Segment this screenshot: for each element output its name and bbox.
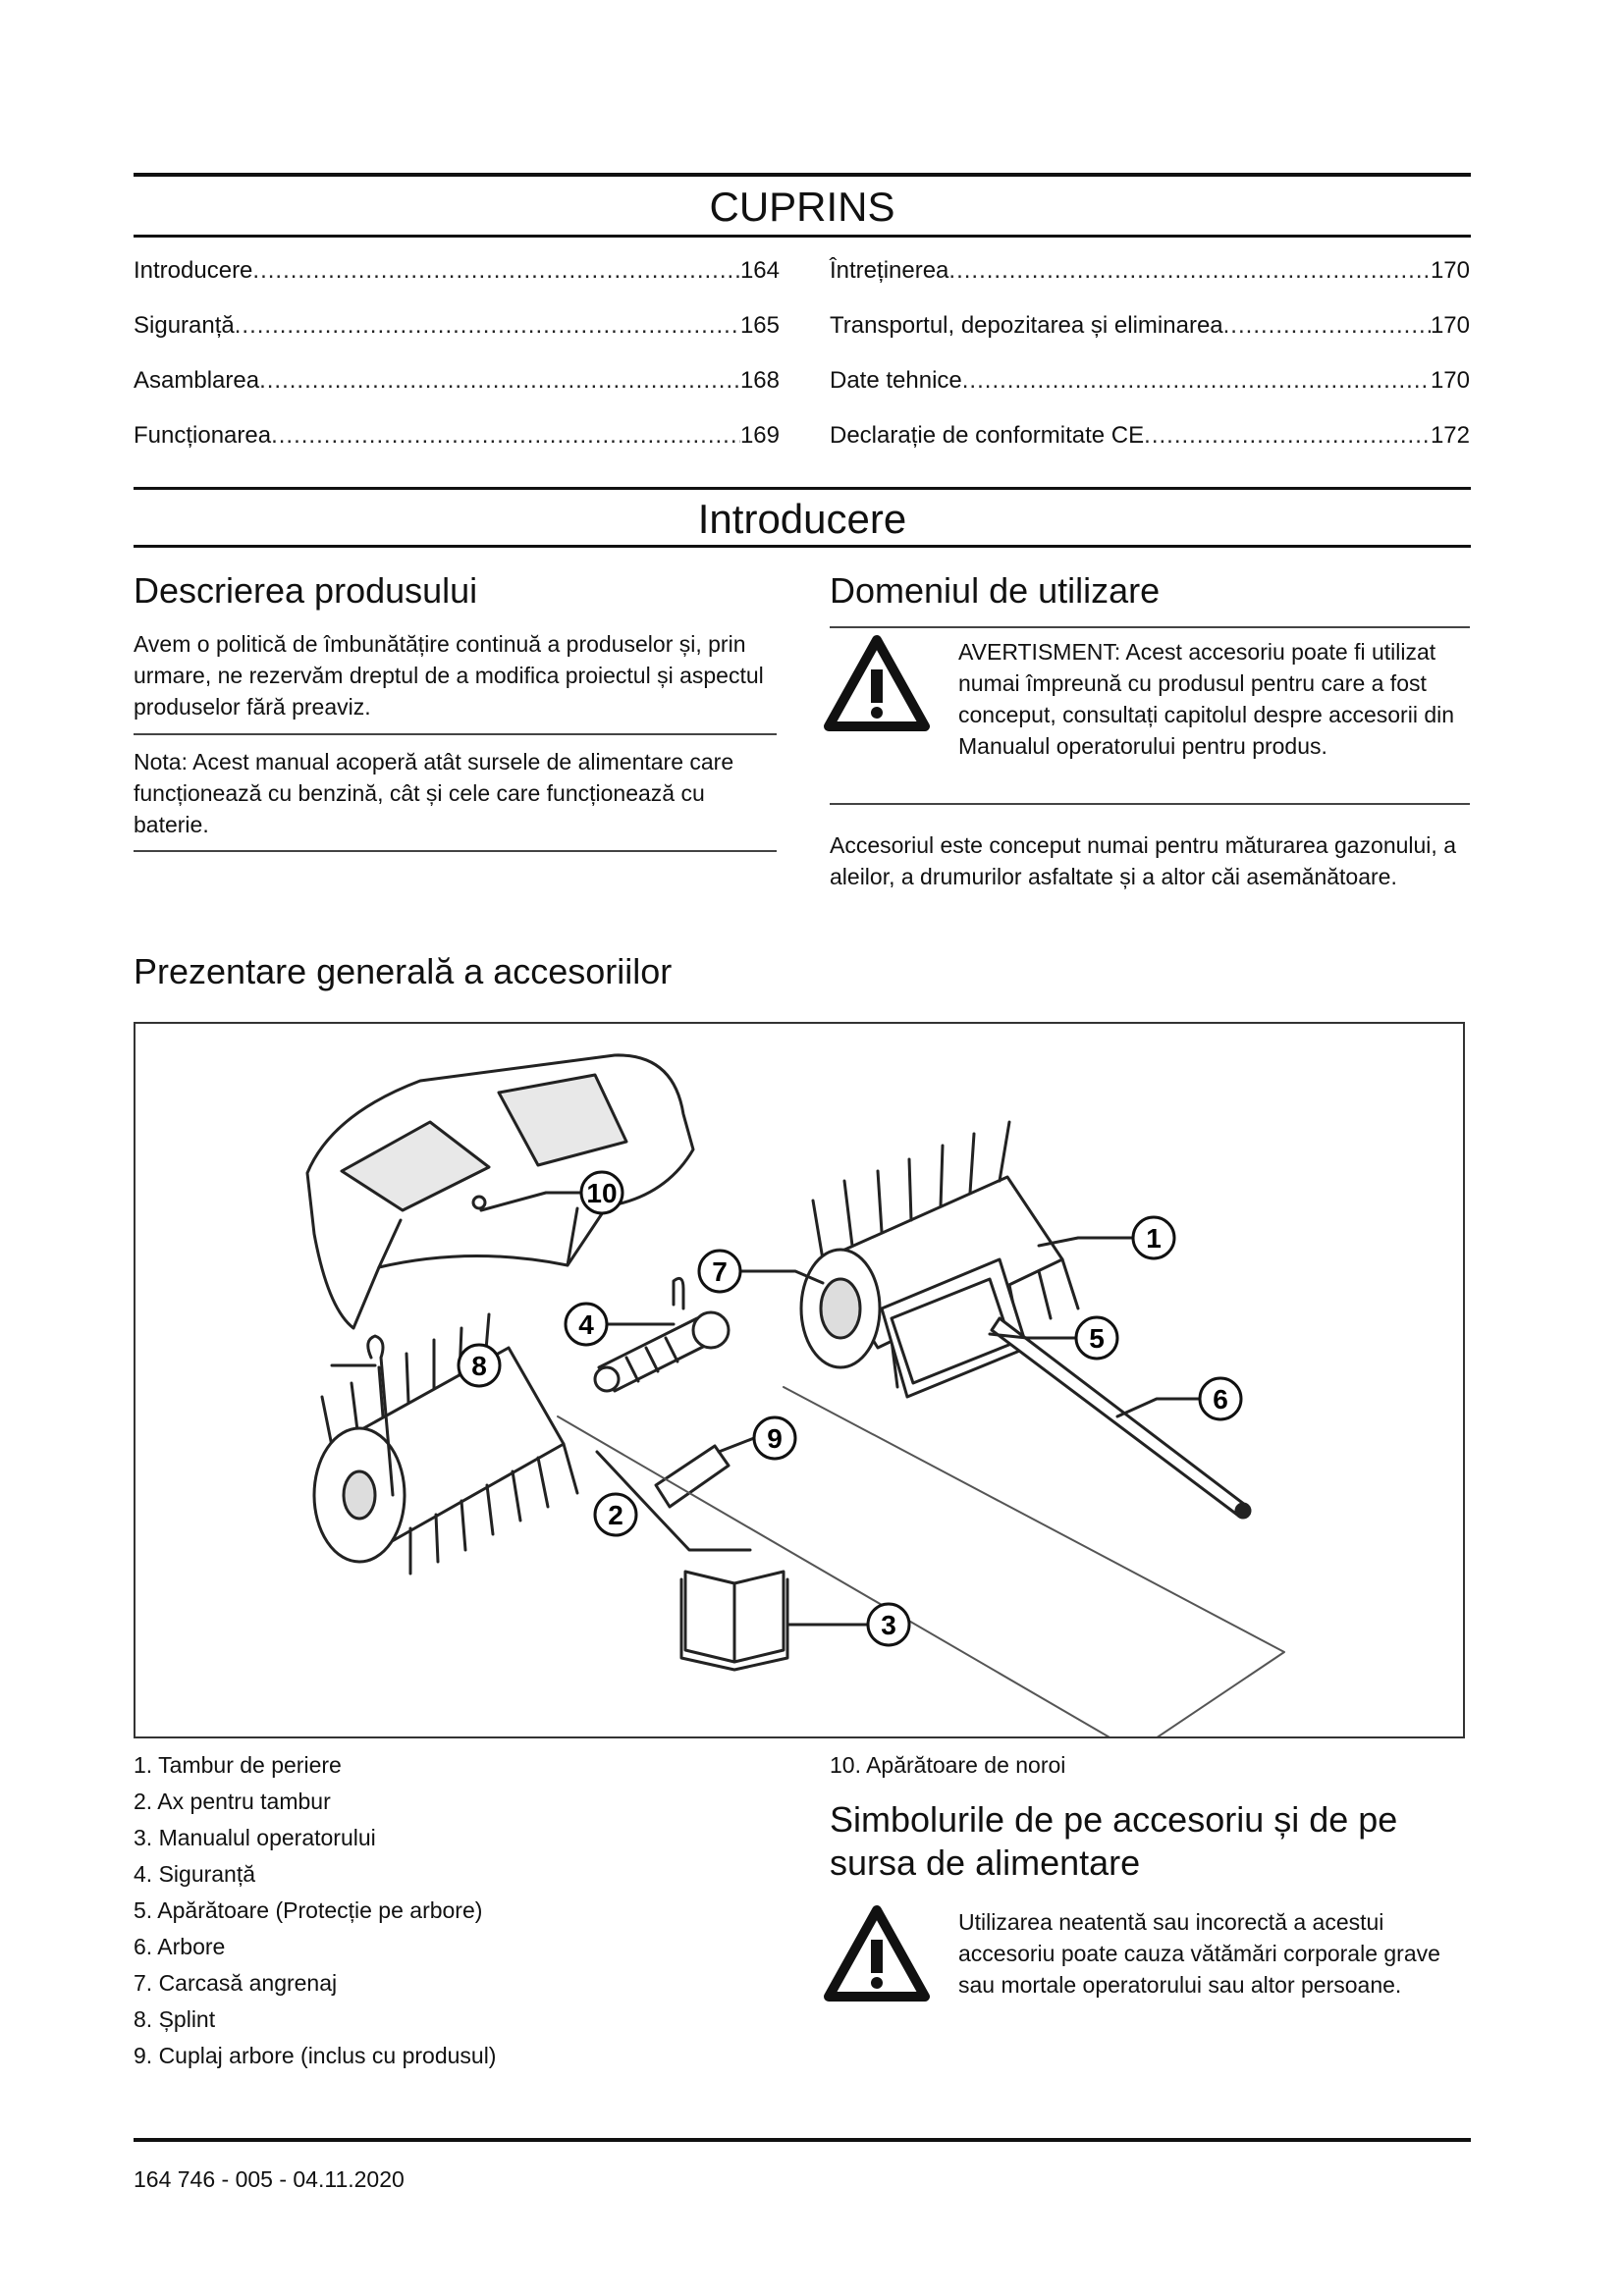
toc-entry-page: 164 <box>739 257 780 284</box>
toc-entry[interactable] <box>830 312 1470 342</box>
list-item: 6. Arbore <box>134 1934 226 1959</box>
intro-bottom-rule <box>134 545 1471 548</box>
toc-entry-label: Date tehnice <box>830 367 962 394</box>
toc-entry[interactable] <box>830 422 1470 452</box>
callout-5 <box>1076 1317 1117 1359</box>
callout-label: 1 <box>1146 1223 1162 1254</box>
toc-entry[interactable] <box>134 367 780 397</box>
warning-icon <box>823 1904 931 2002</box>
callout-10 <box>581 1172 623 1213</box>
callout-8 <box>459 1345 500 1386</box>
footer-rule <box>134 2138 1471 2142</box>
callout-label: 6 <box>1213 1384 1228 1415</box>
toc-top-rule <box>134 173 1471 177</box>
note-top-divider <box>134 733 777 735</box>
toc-entry[interactable] <box>830 257 1470 287</box>
guard-drawing <box>882 1259 1250 1518</box>
toc-entry-page: 172 <box>1430 422 1470 449</box>
toc-entry-page: 170 <box>1430 257 1470 284</box>
note-text: Acest manual acoperă atât sursele de alimentare care funcționează cu benzină, cât și cele care funcționează cu baterie. <box>134 749 734 837</box>
shaft-coupling-drawing <box>656 1446 729 1507</box>
accessories-diagram <box>135 1024 1463 1736</box>
assembly-guide-lines <box>558 1387 1284 1736</box>
warning-top-divider <box>830 626 1470 628</box>
callout-6 <box>1200 1378 1241 1419</box>
toc-entry-label: Declarație de conformitate CE <box>830 422 1145 449</box>
callout-label: 5 <box>1089 1323 1105 1354</box>
symbols-heading-line1: Simbolurile de pe accesoriu și de pe <box>830 1799 1398 1840</box>
list-item: 9. Cuplaj arbore (inclus cu produsul) <box>134 2043 497 2068</box>
toc-entry-label: Întreținerea <box>830 257 949 284</box>
callout-label: 3 <box>881 1610 896 1640</box>
callout-9 <box>754 1417 795 1459</box>
list-item: 3. Manualul operatorului <box>134 1825 376 1850</box>
brush-drum-left-drawing <box>314 1314 577 1574</box>
symbols-heading <box>830 1798 1468 1885</box>
note-bottom-divider <box>134 850 777 852</box>
callout-3 <box>868 1604 909 1645</box>
list-item: 2. Ax pentru tambur <box>134 1789 331 1814</box>
warning-bottom-divider <box>830 803 1470 805</box>
warning-label: AVERTISMENT: <box>958 639 1121 665</box>
callout-label: 2 <box>608 1500 623 1530</box>
note-block <box>134 746 782 840</box>
accessories-figure <box>134 1022 1465 1738</box>
usage-heading: Domeniul de utilizare <box>830 570 1161 611</box>
toc-bottom-rule <box>134 235 1471 238</box>
symbols-heading-line2: sursa de alimentare <box>830 1842 1141 1883</box>
intro-top-rule <box>134 487 1471 490</box>
callout-label: 7 <box>712 1256 728 1287</box>
list-item: 1. Tambur de periere <box>134 1752 342 1778</box>
toc-title: CUPRINS <box>709 184 895 230</box>
warning-text: Acest accesoriu poate fi utilizat numai împreună cu produsul pentru care a fost conceput, consultați capitolul despre accesorii din Manualul operatorului pentru produs. <box>958 639 1455 759</box>
toc-entry-page: 169 <box>739 422 780 449</box>
callout-label: 9 <box>767 1423 783 1454</box>
toc-entry-page: 170 <box>1430 367 1470 394</box>
section-title: Introducere <box>697 496 907 542</box>
footer-code: 164 746 - 005 - 04.11.2020 <box>134 2166 405 2192</box>
callout-label: 4 <box>578 1309 594 1340</box>
toc-entry-page: 170 <box>1430 312 1470 339</box>
usage-warning <box>958 636 1467 762</box>
toc-entry-page: 168 <box>739 367 780 394</box>
toc-entry-label: Siguranță <box>134 312 235 339</box>
mud-guard-drawing <box>307 1055 693 1328</box>
symbols-warning-text: Utilizarea neatentă sau incorectă a acestui accesoriu poate cauza vătămări corporale grave sau mortale operatorului sau altor persoane. <box>958 1909 1440 1998</box>
list-item-10: 10. Apărătoare de noroi <box>830 1752 1066 1778</box>
callout-label: 10 <box>586 1178 618 1208</box>
toc-entry[interactable] <box>134 312 780 342</box>
list-item: 4. Siguranță <box>134 1861 256 1887</box>
toc-entry-label: Introducere <box>134 257 253 284</box>
description-text: Avem o politică de îmbunătățire continuă a produselor și, prin urmare, ne rezervăm dreptul de a modifica proiectul și aspectul produselor fără preaviz. <box>134 631 764 720</box>
callout-label: 8 <box>471 1351 487 1381</box>
callout-2 <box>595 1494 636 1535</box>
callout-7 <box>699 1251 740 1292</box>
toc-entry-label: Transportul, depozitarea și eliminarea <box>830 312 1223 339</box>
toc-entry[interactable] <box>134 257 780 287</box>
safety-pin-drawing <box>674 1278 683 1308</box>
warning-icon <box>823 634 931 732</box>
callout-4 <box>566 1304 607 1345</box>
overview-heading: Prezentare generală a accesoriilor <box>134 951 673 991</box>
description-heading: Descrierea produsului <box>134 570 478 611</box>
component-list <box>134 1747 782 2074</box>
toc-entry-page: 165 <box>739 312 780 339</box>
usage-text: Accesoriul este conceput numai pentru măturarea gazonului, a aleilor, a drumurilor asfaltate și a altor căi asemănătoare. <box>830 832 1456 889</box>
toc-entry[interactable] <box>134 422 780 452</box>
note-label: Nota: <box>134 749 188 774</box>
callout-1 <box>1133 1217 1174 1258</box>
manual-book-drawing <box>681 1572 787 1670</box>
list-item: 7. Carcasă angrenaj <box>134 1970 338 1996</box>
toc-entry-label: Asamblarea <box>134 367 260 394</box>
toc-entry[interactable] <box>830 367 1470 397</box>
list-item: 5. Apărătoare (Protecție pe arbore) <box>134 1897 483 1923</box>
list-item: 8. Șplint <box>134 2006 216 2032</box>
toc-entry-label: Funcționarea <box>134 422 272 449</box>
